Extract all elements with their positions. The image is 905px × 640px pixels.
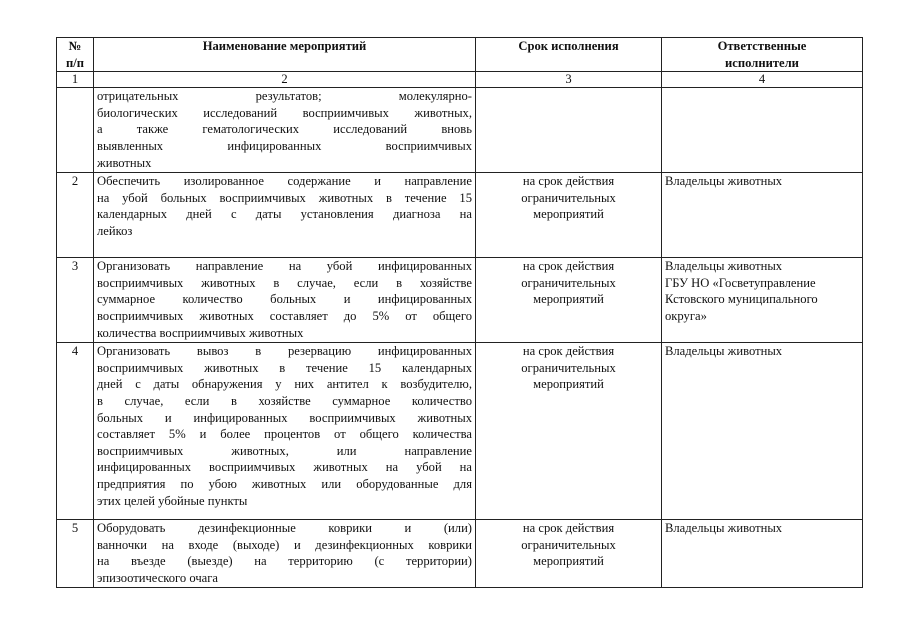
document-page [56,37,862,588]
measure-line: лейкоз [97,223,133,238]
measure-line: этих целей убойные пункты [97,493,248,508]
deadline-line: ограничительных [521,360,616,375]
header-name: Наименование мероприятий [94,38,476,72]
responsible-line: Кстовского муниципального [665,292,818,307]
deadline-cell [476,343,662,520]
responsible-cell [662,343,863,520]
measure-name-cell [94,88,476,173]
measures-table [56,37,863,588]
measure-line: восприимчивых животных в случае, если в хозяйстве [97,275,472,290]
header-resp [662,38,863,72]
measure-name-cell [94,343,476,520]
table-row [57,258,863,343]
header-resp-line-1: Ответственные [717,39,807,53]
responsible-cell [662,88,863,173]
measure-line: а также гематологических исследований вновь [97,122,472,137]
measure-line: Организовать направление на убой инфицированных [97,259,472,274]
row-number: 2 [57,173,94,258]
deadline-cell [476,258,662,343]
responsible-line: ГБУ НО «Госветуправление [665,275,816,290]
table-row [57,173,863,258]
deadline-line: на срок действия [522,521,615,536]
measure-line: в случае, если в хозяйстве суммарное количество [97,393,472,408]
deadline-line: ограничительных [521,275,616,290]
header-resp-line-2: исполнители [725,55,799,70]
measure-line: календарных дней с даты установления диагноза на [97,207,472,222]
deadline-cell [476,88,662,173]
column-index: 2 [94,72,476,88]
deadline-line: мероприятий [533,554,604,569]
measure-name-cell [94,520,476,587]
table-body [57,72,863,587]
header-num [57,38,94,72]
measure-line: предприятия по убою животных или оборудованные для [97,476,472,491]
row-number: 3 [57,258,94,343]
measure-line: Оборудовать дезинфекционные коврики и (или) [97,521,472,536]
deadline-line: мероприятий [533,292,604,307]
column-index: 4 [662,72,863,88]
table-row [57,520,863,587]
header-num-line-1: № [68,39,82,53]
column-index: 3 [476,72,662,88]
row-number: 4 [57,343,94,520]
measure-line: восприимчивых животных в течение 15 календарных [97,360,472,375]
responsible-line: Владельцы животных [665,259,783,274]
table-header [57,38,863,72]
measure-line: составляет 5% и более процентов от общего количества [97,427,472,442]
responsible-cell [662,173,863,258]
responsible-cell [662,520,863,587]
measure-line: эпизоотического очага [97,570,219,585]
header-term: Срок исполнения [476,38,662,72]
deadline-cell [476,173,662,258]
measure-line: количества восприимчивых животных [97,325,304,340]
deadline-line: на срок действия [522,259,615,274]
measure-line: выявленных инфицированных восприимчивых [97,138,472,153]
measure-line: восприимчивых животных, или направление [97,443,472,458]
measure-line: восприимчивых животных составляет до 5% от общего [97,308,472,323]
deadline-line: мероприятий [533,377,604,392]
measure-line: дней с даты обнаружения у них антител к возбудителю, [97,377,472,392]
measure-line: Обеспечить изолированное содержание и направление [97,174,472,189]
deadline-line: на срок действия [522,344,615,359]
measure-line: на въезде (выезде) на территорию (с территории) [97,554,472,569]
measure-line: отрицательных результатов; молекулярно- [97,89,472,104]
responsible-line: округа» [665,308,707,323]
column-index-row [57,72,863,88]
measure-name-cell [94,173,476,258]
deadline-line: ограничительных [521,537,616,552]
measure-line: инфицированных восприимчивых животных на убой на [97,460,472,475]
measure-line: животных [97,155,152,170]
table-row [57,343,863,520]
measure-line: Организовать вывоз в резервацию инфицированных [97,344,472,359]
measure-line: суммарное количество больных и инфицированных [97,292,472,307]
responsible-line: Владельцы животных [665,174,783,189]
responsible-cell [662,258,863,343]
deadline-line: мероприятий [533,207,604,222]
measure-line: биологических исследований восприимчивых животных, [97,105,472,120]
header-num-line-2: п/п [65,55,84,70]
row-number [57,88,94,173]
table-row [57,88,863,173]
deadline-cell [476,520,662,587]
column-index: 1 [57,72,94,88]
deadline-line: ограничительных [521,190,616,205]
measure-line: ванночки на входе (выходе) и дезинфекционных коврики [97,537,472,552]
measure-line: на убой больных восприимчивых животных в течение 15 [97,190,472,205]
responsible-line: Владельцы животных [665,344,783,359]
deadline-line: на срок действия [522,174,615,189]
measure-line: больных и инфицированных восприимчивых животных [97,410,472,425]
row-number: 5 [57,520,94,587]
measure-name-cell [94,258,476,343]
responsible-line: Владельцы животных [665,521,783,536]
